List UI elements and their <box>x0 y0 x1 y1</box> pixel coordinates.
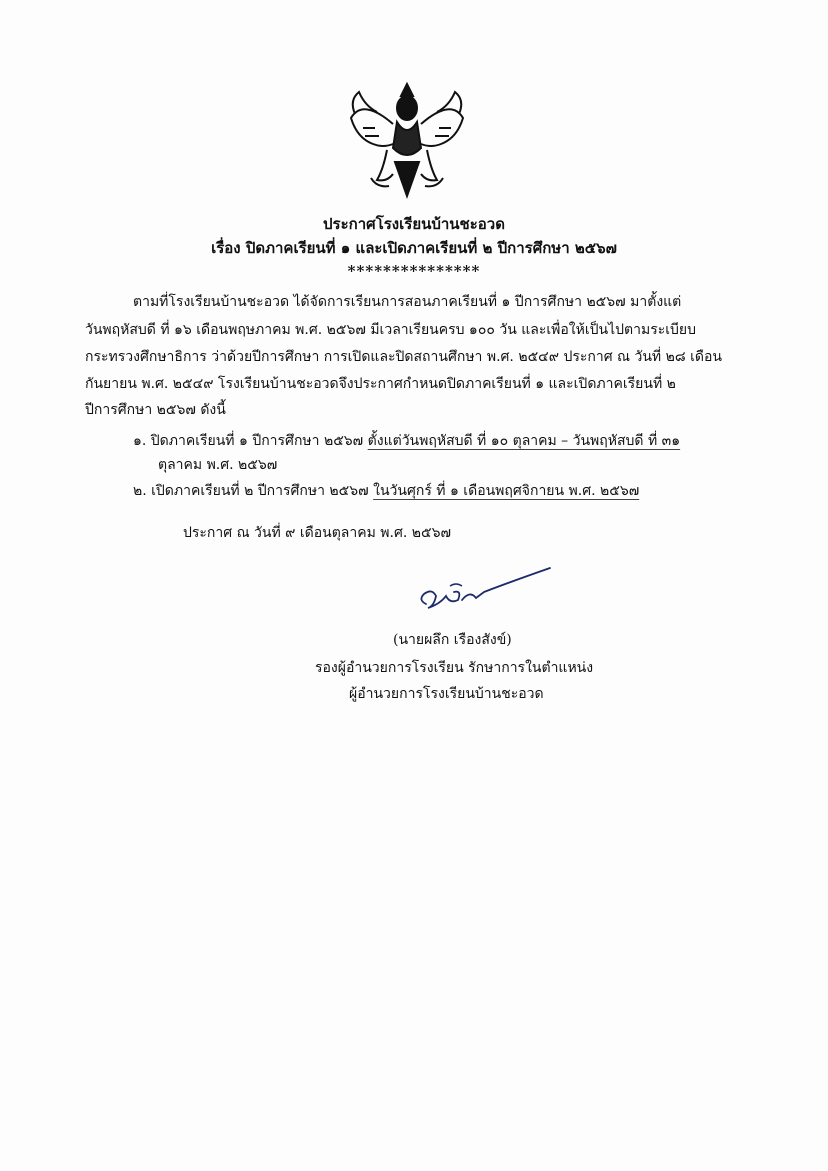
list-item-2-text: ๒. เปิดภาคเรียนที่ ๒ ปีการศึกษา ๒๕๖๗ <box>133 483 374 499</box>
list-item-1 <box>133 431 680 451</box>
list-item-2-dates: ในวันศุกร์ ที่ ๑ เดือนพฤศจิกายน พ.ศ. ๒๕๖๗ <box>373 483 640 499</box>
document-title: ประกาศโรงเรียนบ้านชะอวด <box>323 215 505 233</box>
signer-position: รองผู้อำนวยการโรงเรียน รักษาการในตำแหน่ง <box>315 660 594 676</box>
list-item-2 <box>133 481 639 501</box>
list-item-1-text: ๑. ปิดภาคเรียนที่ ๑ ปีการศึกษา ๒๕๖๗ <box>133 433 368 449</box>
body-line-4: กันยายน พ.ศ. ๒๕๔๙ โรงเรียนบ้านชะอวดจึงประกาศกำหนดปิดภาคเรียนที่ ๑ และเปิดภาคเรียนที่ ๒ <box>85 376 676 392</box>
garuda-emblem-icon <box>343 78 471 200</box>
separator: *************** <box>347 262 481 280</box>
body-line-3: กระทรวงศึกษาธิการ ว่าด้วยปีการศึกษา การเปิดและปิดสถานศึกษา พ.ศ. ๒๕๔๙ ประกาศ ณ วันที่ ๒๘ เดือน <box>85 349 722 365</box>
body-line-5: ปีการศึกษา ๒๕๖๗ ดังนี้ <box>85 402 226 418</box>
list-item-1-continuation: ตุลาคม พ.ศ. ๒๕๖๗ <box>158 457 278 473</box>
body-line-1: ตามที่โรงเรียนบ้านชะอวด ได้จัดการเรียนการสอนภาคเรียนที่ ๑ ปีการศึกษา ๒๕๖๗ มาตั้งแต่ <box>133 294 682 310</box>
list-item-1-dates: ตั้งแต่วันพฤหัสบดี ที่ ๑๐ ตุลาคม – วันพฤหัสบดี ที่ ๓๑ <box>367 433 681 449</box>
signer-name: (นายผลึก เรืองสังข์) <box>393 632 512 648</box>
body-line-2: วันพฤหัสบดี ที่ ๑๖ เดือนพฤษภาคม พ.ศ. ๒๕๖๗ มีเวลาเรียนครบ ๑๐๐ วัน และเพื่อให้เป็นไปตามระเบียบ <box>85 322 697 338</box>
document-subject: เรื่อง ปิดภาคเรียนที่ ๑ และเปิดภาคเรียนที่ ๒ ปีการศึกษา ๒๕๖๗ <box>211 239 617 257</box>
signer-office: ผู้อำนวยการโรงเรียนบ้านชะอวด <box>349 686 544 702</box>
announcement-date: ประกาศ ณ วันที่ ๙ เดือนตุลาคม พ.ศ. ๒๕๖๗ <box>183 525 451 541</box>
handwritten-signature-icon <box>410 560 560 620</box>
